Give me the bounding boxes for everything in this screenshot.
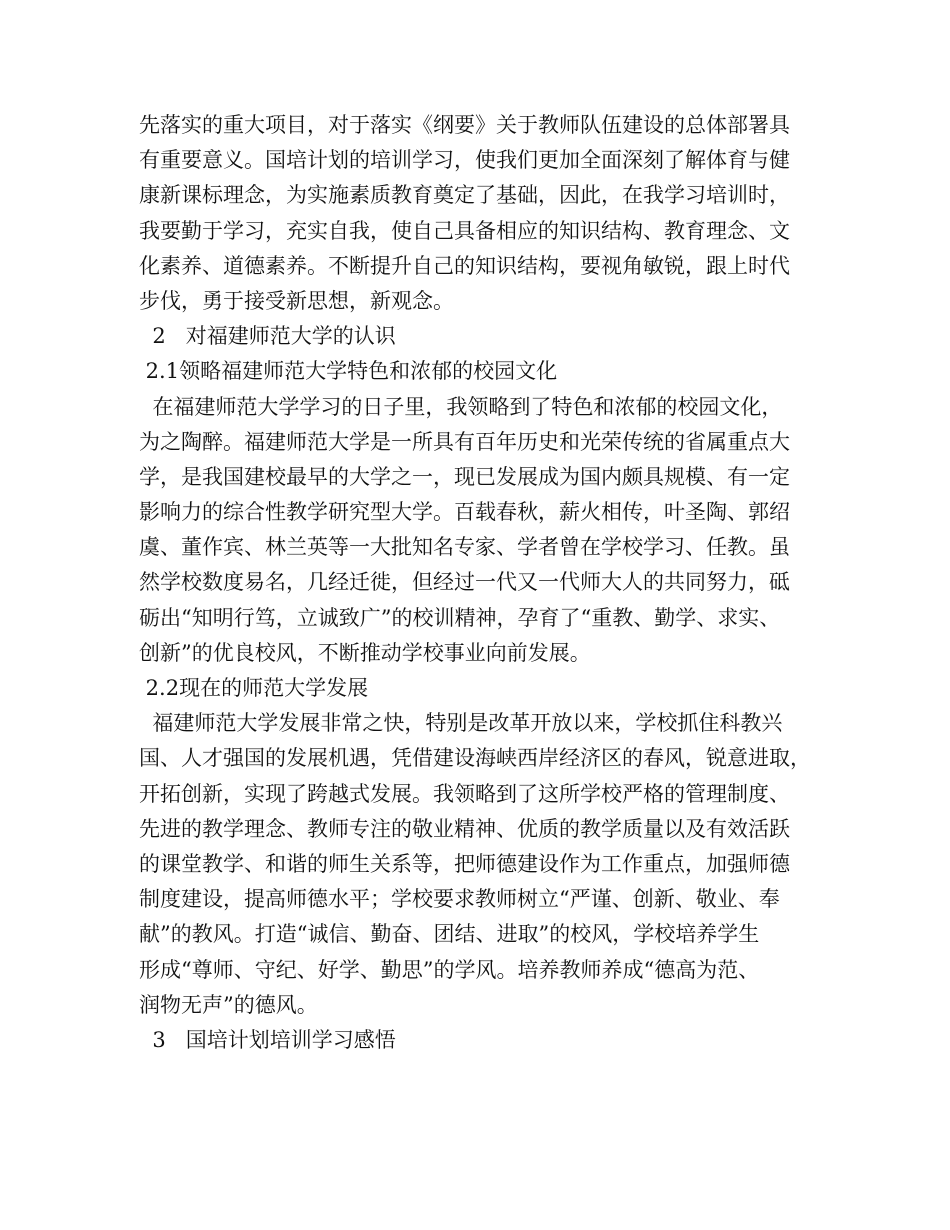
- text-line: 开拓创新，实现了跨越式发展。我领略到了这所学校严格的管理制度、: [139, 781, 790, 806]
- text-line: 的课堂教学、和谐的师生关系等，把师德建设作为工作重点，加强师德: [139, 851, 790, 876]
- subsection-heading: 2.1领略福建师范大学特色和浓郁的校园文化: [139, 359, 558, 384]
- subsection-heading: 2.2现在的师范大学发展: [139, 676, 369, 700]
- text-line: 康新课标理念，为实施素质教育奠定了基础，因此，在我学习培训时，: [139, 183, 790, 208]
- section-heading: 2 对福建师范大学的认识: [139, 324, 396, 349]
- body-text: [139, 108, 839, 1058]
- text-line: 有重要意义。国培计划的培训学习，使我们更加全面深刻了解体育与健: [139, 148, 790, 173]
- text-line: 步伐，勇于接受新思想，新观念。: [139, 288, 454, 313]
- text-line: 然学校数度易名，几经迁徙，但经过一代又一代师大人的共同努力，砥: [139, 570, 790, 595]
- text-line: 在福建师范大学学习的日子里，我领略到了特色和浓郁的校园文化，: [139, 394, 783, 419]
- text-line: 福建师范大学发展非常之快，特别是改革开放以来，学校抓住科教兴: [139, 711, 783, 736]
- text-line: 创新”的优良校风，不断推动学校事业向前发展。: [139, 640, 591, 665]
- text-line: 先落实的重大项目，对于落实《纲要》关于教师队伍建设的总体部署具: [139, 113, 790, 137]
- text-line: 制度建设，提高师德水平；学校要求教师树立“严谨、创新、敬业、奉: [139, 887, 780, 912]
- text-line: 学，是我国建校最早的大学之一，现已发展成为国内颇具规模、有一定: [139, 464, 790, 489]
- text-line: 献”的教风。打造“诚信、勤奋、团结、进取”的校风，学校培养学生: [139, 922, 760, 947]
- text-line: 先进的教学理念、教师专注的敬业精神、优质的教学质量以及有效活跃: [139, 816, 790, 841]
- text-line: 我要勤于学习，充实自我，使自己具备相应的知识结构、教育理念、文: [139, 218, 790, 243]
- text-line: 为之陶醉。福建师范大学是一所具有百年历史和光荣传统的省属重点大: [139, 429, 790, 454]
- text-line: 化素养、道德素养。不断提升自己的知识结构，要视角敏锐，跟上时代: [139, 253, 790, 278]
- section-heading: 3 国培计划培训学习感悟: [139, 1027, 396, 1052]
- text-line: 影响力的综合性教学研究型大学。百载春秋，薪火相传，叶圣陶、郭绍: [139, 500, 790, 525]
- text-line: 形成“尊师、守纪、好学、勤思”的学风。培养教师养成“德高为范、: [139, 957, 760, 982]
- text-line: 砺出“知明行笃，立诚致广”的校训精神，孕育了“重教、勤学、求实、: [139, 605, 781, 630]
- text-line: 国、人才强国的发展机遇，凭借建设海峡西岸经济区的春风，锐意进取，: [139, 746, 811, 771]
- text-line: 润物无声”的德风。: [139, 992, 318, 1017]
- text-line: 虞、董作宾、林兰英等一大批知名专家、学者曾在学校学习、任教。虽: [139, 535, 790, 560]
